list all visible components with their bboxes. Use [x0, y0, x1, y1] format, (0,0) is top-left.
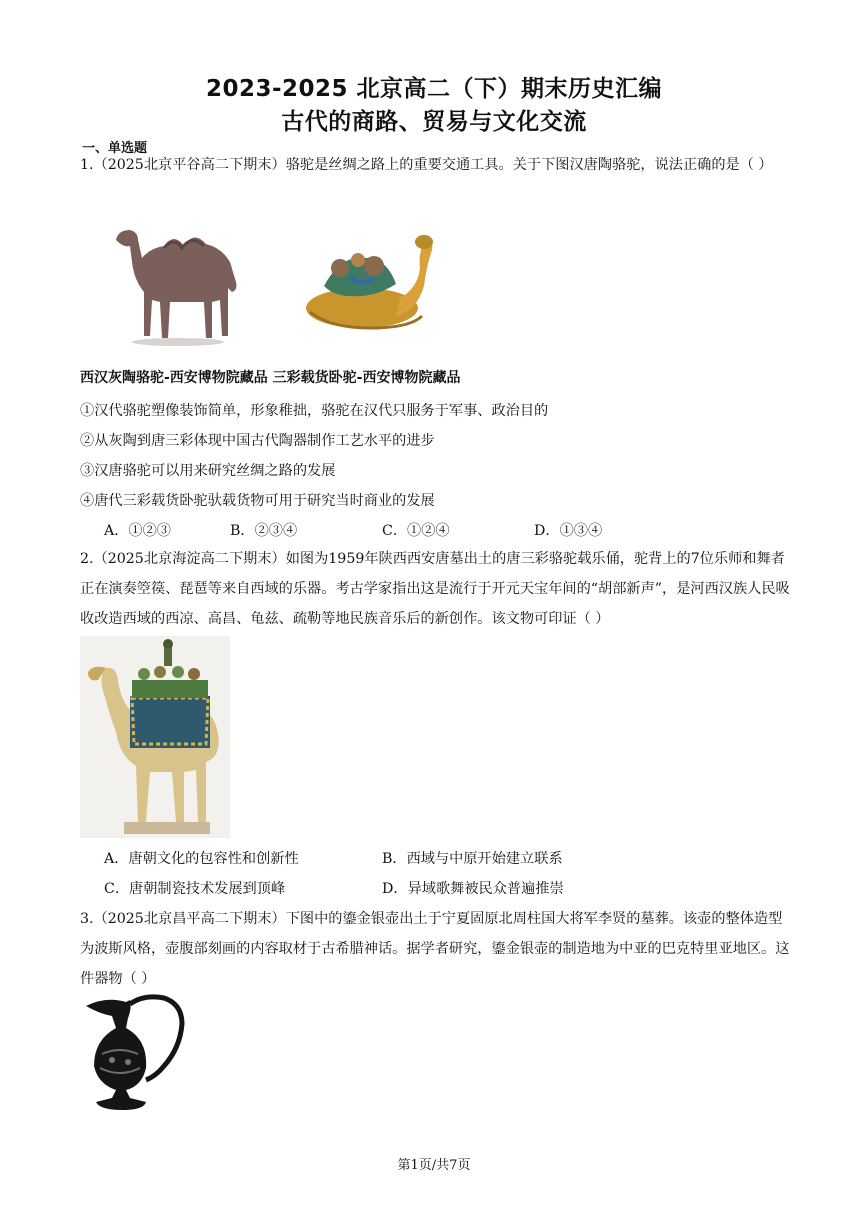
page-number: 第1页/共7页 [397, 1158, 471, 1173]
sancai-reclining-camel-image [300, 228, 438, 336]
question-2-stem: 2.（2025北京海淀高二下期末）如图为1959年陕西西安唐墓出土的唐三彩骆驼载乐俑，驼背上的7位乐师和舞者正在演奏箜篌、琵琶等来自西域的乐器。考古学家指出这是流行于开元天宝年间的“胡部新声”，是河西汉族人民吸收改造西域的西凉、高昌、龟兹、疏勒等地民族音乐后的新创作。该文物可印证（ ） [80, 551, 790, 627]
q2-option-d[interactable]: D．异域歌舞被民众普遍推崇 [382, 881, 564, 897]
q1-statement-1: ①汉代骆驼塑像装饰简单，形象稚拙，骆驼在汉代只服务于军事、政治目的 [80, 403, 549, 419]
q1-image-caption: 西汉灰陶骆驼-西安博物院藏品 三彩载货卧驼-西安博物院藏品 [80, 370, 461, 386]
question-3-stem: 3.（2025北京昌平高二下期末）下图中的鎏金银壶出土于宁夏固原北周柱国大将军李贤的墓葬。该壶的整体造型为波斯风格，壶腹部刻画的内容取材于古希腊神话。据学者研究，鎏金银壶的制造地为中亚的巴克特里亚地区。这件器物（ ） [80, 911, 790, 987]
q1-statement-3: ③汉唐骆驼可以用来研究丝绸之路的发展 [80, 463, 336, 479]
q1-option-d[interactable]: D．①③④ [534, 523, 603, 539]
section-heading: 一、单选题 [82, 141, 148, 156]
q1-statement-2: ②从灰陶到唐三彩体现中国古代陶器制作工艺水平的进步 [80, 433, 435, 449]
q2-option-b[interactable]: B．西域与中原开始建立联系 [382, 851, 563, 867]
q2-option-a[interactable]: A．唐朝文化的包容性和创新性 [104, 851, 299, 867]
sancai-camel-musicians-image [80, 636, 230, 838]
grey-pottery-camel-image [108, 218, 250, 348]
q2-option-c[interactable]: C．唐朝制瓷技术发展到顶峰 [104, 881, 286, 897]
question-1-stem: 1.（2025北京平谷高二下期末）骆驼是丝绸之路上的重要交通工具。关于下图汉唐陶骆驼，说法正确的是（ ） [80, 157, 773, 173]
q1-option-c[interactable]: C．①②④ [382, 523, 450, 539]
document-title: 2023-2025 北京高二（下）期末历史汇编 [205, 76, 663, 102]
gilded-silver-ewer-image [84, 994, 186, 1112]
q1-option-a[interactable]: A．①②③ [104, 523, 171, 539]
q1-option-b[interactable]: B．②③④ [230, 523, 298, 539]
document-subtitle: 古代的商路、贸易与文化交流 [281, 109, 587, 135]
q1-statement-4: ④唐代三彩载货卧驼驮载货物可用于研究当时商业的发展 [80, 493, 435, 509]
